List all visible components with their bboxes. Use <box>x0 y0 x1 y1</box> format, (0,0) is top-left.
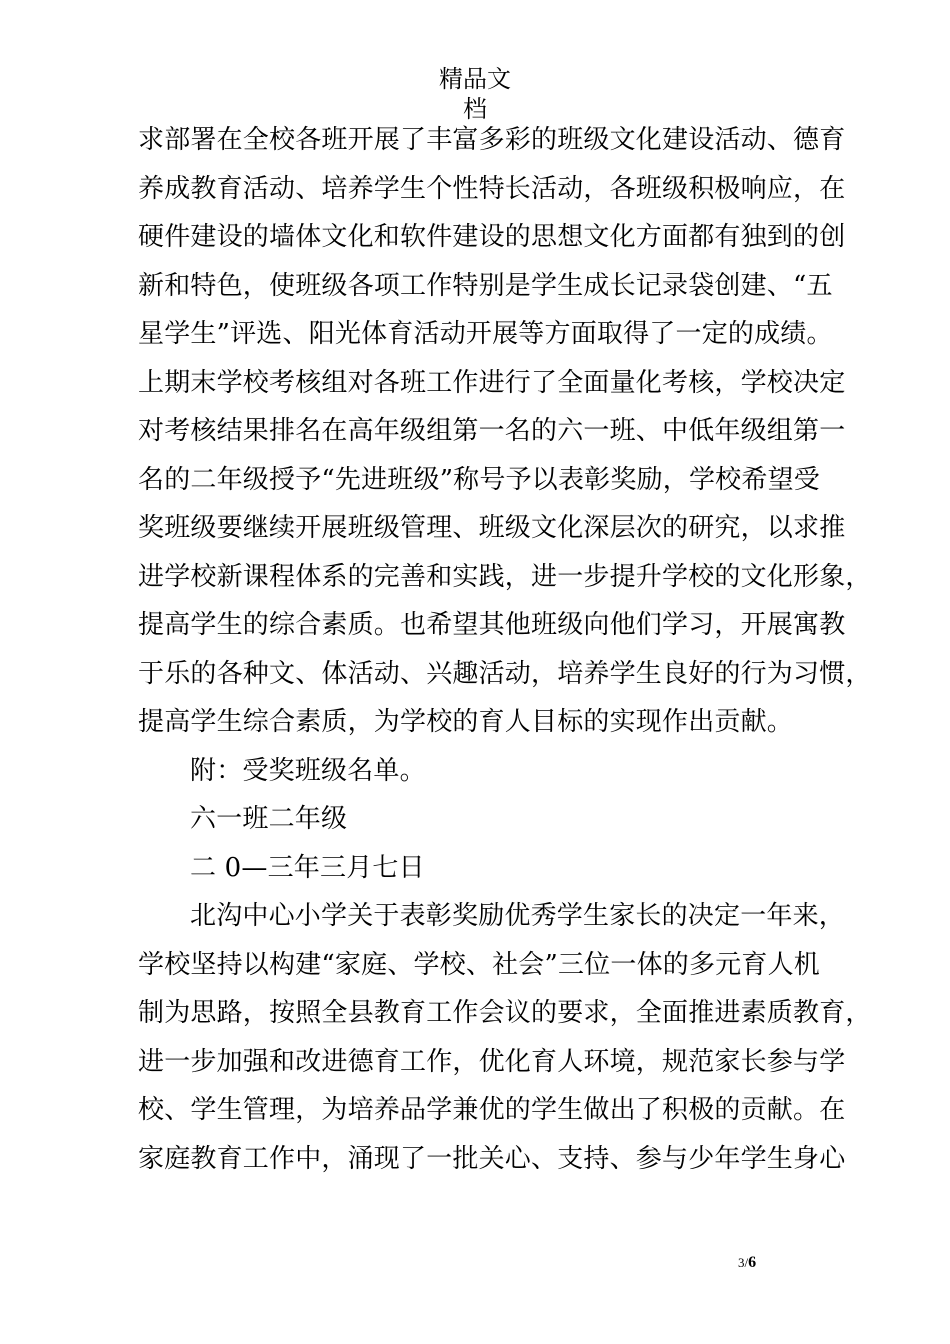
text-line: 进学校新课程体系的完善和实践，进一步提升学校的文化形象， <box>138 561 872 592</box>
header-line-1: 精品文 <box>439 65 511 93</box>
text-line: 进一步加强和改进德育工作，优化育人环境，规范家长参与学 <box>138 1046 846 1077</box>
text-line: 家庭教育工作中，涌现了一批关心、支持、参与少年学生身心 <box>138 1143 846 1174</box>
text-line: 求部署在全校各班开展了丰富多彩的班级文化建设活动、德育 <box>138 125 846 155</box>
text-line: 硬件建设的墙体文化和软件建设的思想文化方面都有独到的创 <box>138 222 846 252</box>
text-line: 奖班级要继续开展班级管理、班级文化深层次的研究，以求推 <box>138 513 846 543</box>
text-line: 名的二年级授予“先进班级”称号予以表彰奖励，学校希望受 <box>138 464 820 495</box>
text-line: 对考核结果排名在高年级组第一名的六一班、中低年级组第一 <box>138 416 846 446</box>
text-line: 制为思路，按照全县教育工作会议的要求，全面推进素质教育， <box>138 998 872 1028</box>
section-title-line: 北沟中心小学关于表彰奖励优秀学生家长的决定一年来， <box>190 901 846 931</box>
text-line: 新和特色，使班级各项工作特别是学生成长记录袋创建、“五 <box>138 270 833 301</box>
text-line: 星学生”评选、阳光体育活动开展等方面取得了一定的成绩。 <box>138 319 833 349</box>
page-number-total: 6 <box>748 1254 757 1271</box>
document-date: 二 0—三年三月七日 <box>190 852 425 883</box>
page-header <box>0 64 950 124</box>
page-number-current: 3/ <box>738 1255 749 1270</box>
text-line: 提高学生的综合素质。也希望其他班级向他们学习，开展寓教 <box>138 610 846 640</box>
text-line: 养成教育活动、培养学生个性特长活动，各班级积极响应，在 <box>138 173 846 204</box>
text-line: 于乐的各种文、体活动、兴趣活动，培养学生良好的行为习惯， <box>138 658 872 689</box>
text-line: 提高学生综合素质，为学校的育人目标的实现作出贡献。 <box>138 707 794 737</box>
attachment-note: 附：受奖班级名单。 <box>190 755 426 786</box>
header-line-2: 档 <box>463 95 487 123</box>
text-line: 校、学生管理，为培养品学兼优的学生做出了积极的贡献。在 <box>138 1095 846 1125</box>
page-number <box>738 1254 756 1272</box>
award-class-list: 六一班二年级 <box>190 804 348 834</box>
text-line: 学校坚持以构建“家庭、学校、社会”三位一体的多元育人机 <box>138 949 820 980</box>
text-line: 上期末学校考核组对各班工作进行了全面量化考核，学校决定 <box>138 367 846 398</box>
document-body <box>138 116 872 1183</box>
